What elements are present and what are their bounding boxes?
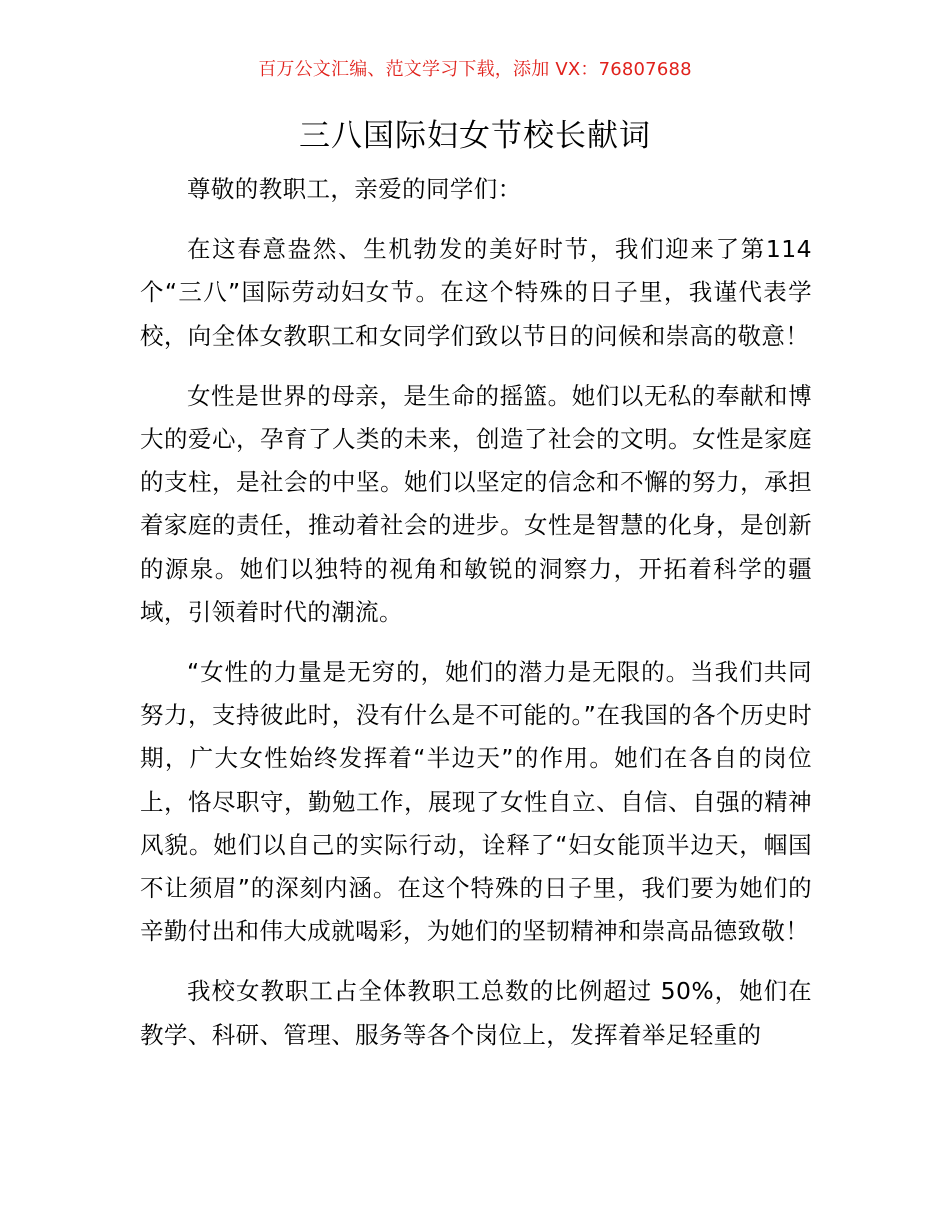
body-paragraph: 在这春意盎然、生机勃发的美好时节，我们迎来了第114个“三八”国际劳动妇女节。在这个特殊的日子里，我谨代表学校，向全体女教职工和女同学们致以节日的问候和崇高的敬意！ bbox=[140, 235, 812, 350]
document-body bbox=[140, 168, 812, 1074]
salutation-paragraph: 尊敬的教职工，亲爱的同学们： bbox=[187, 175, 522, 203]
body-paragraph: 女性是世界的母亲，是生命的摇篮。她们以无私的奉献和博大的爱心，孕育了人类的未来，创造了社会的文明。女性是家庭的支柱，是社会的中坚。她们以坚定的信念和不懈的努力，承担着家庭的责任，推动着社会的进步。女性是智慧的化身，是创新的源泉。她们以独特的视角和敏锐的洞察力，开拓着科学的疆域，引领着时代的潮流。 bbox=[140, 381, 812, 626]
body-paragraph: “女性的力量是无穷的，她们的潜力是无限的。当我们共同努力，支持彼此时，没有什么是不可能的。”在我国的各个历史时期，广大女性始终发挥着“半边天”的作用。她们在各自的岗位上，恪尽职守，勤勉工作，展现了女性自立、自信、自强的精神风貌。她们以自己的实际行动，诠释了“妇女能顶半边天，帼国不让须眉”的深刻内涵。在这个特殊的日子里，我们要为她们的辛勤付出和伟大成就喝彩，为她们的坚韧精神和崇高品德致敬！ bbox=[140, 658, 812, 946]
page-title: 三八国际妇女节校长献词 bbox=[299, 118, 651, 154]
header-watermark-note: 百万公文汇编、范文学习下载，添加 VX：76807688 bbox=[258, 59, 692, 80]
body-paragraph: 我校女教职工占全体教职工总数的比例超过 50%，她们在教学、科研、管理、服务等各个岗位上，发挥着举足轻重的 bbox=[140, 977, 812, 1049]
